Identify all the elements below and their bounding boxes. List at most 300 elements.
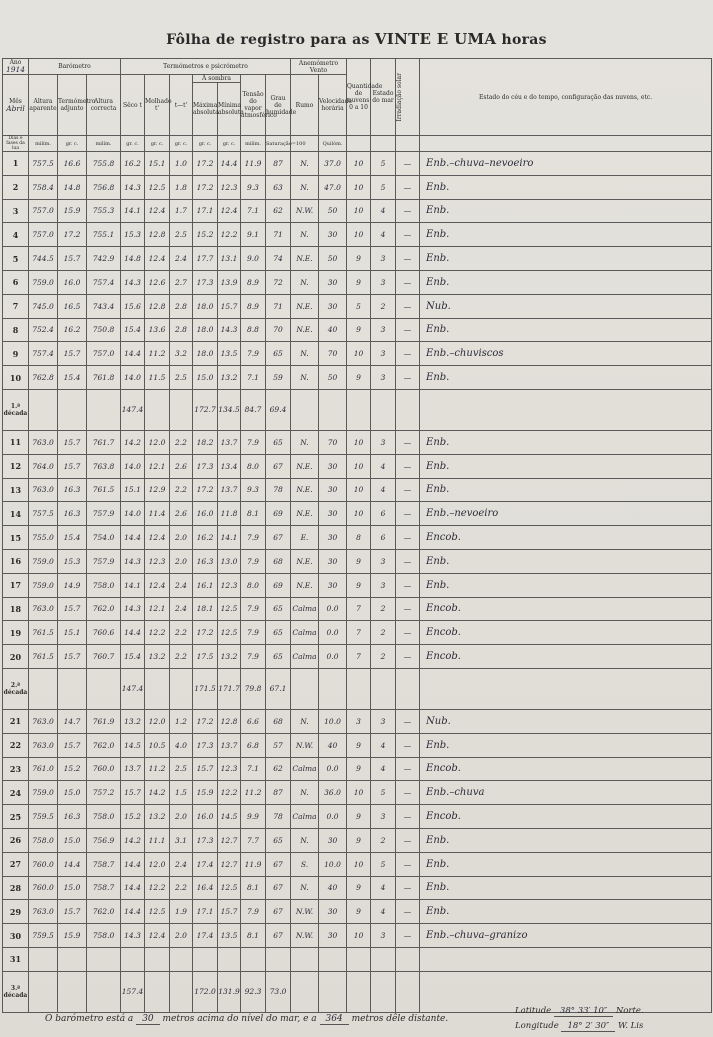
data-cell: 16.3	[58, 478, 87, 502]
data-cell: —	[396, 199, 420, 223]
sky-description-cell: Encob.	[420, 597, 712, 621]
data-cell: —	[396, 757, 420, 781]
sky-description-cell: Enb.–chuva–nevoeiro	[420, 152, 712, 176]
data-cell: 10	[347, 199, 371, 223]
data-cell: N.	[291, 876, 319, 900]
data-cell: 11.4	[145, 502, 170, 526]
sky-description-cell: Enb.–chuva	[420, 781, 712, 805]
data-cell: 14.5	[218, 805, 241, 829]
data-cell: 758.0	[87, 805, 121, 829]
data-cell: 17.3	[193, 828, 218, 852]
data-cell: 68	[266, 709, 291, 733]
data-cell: 4	[371, 454, 396, 478]
data-cell: 759.5	[29, 805, 58, 829]
data-cell	[218, 947, 241, 971]
data-cell: 16.0	[193, 805, 218, 829]
data-cell: 1.7	[170, 199, 193, 223]
data-cell: 5	[371, 152, 396, 176]
sky-description-cell: Enb.	[420, 733, 712, 757]
data-cell: 760.0	[87, 757, 121, 781]
data-cell: 759.5	[29, 924, 58, 948]
data-cell: 67	[266, 924, 291, 948]
day-number: 31	[3, 947, 29, 971]
data-cell: —	[396, 573, 420, 597]
data-cell: N.W.	[291, 924, 319, 948]
data-cell: 4	[371, 478, 396, 502]
data-cell	[58, 668, 87, 709]
day-number: 24	[3, 781, 29, 805]
data-cell: 16.3	[193, 549, 218, 573]
data-cell: 2.8	[170, 318, 193, 342]
data-cell: 30	[319, 223, 347, 247]
table-row	[3, 900, 712, 924]
data-cell: 14.4	[58, 852, 87, 876]
data-cell: 10	[347, 223, 371, 247]
data-cell: 11.2	[241, 781, 266, 805]
data-cell: 50	[319, 247, 347, 271]
table-row	[3, 247, 712, 271]
day-number: 19	[3, 621, 29, 645]
data-cell: 763.0	[29, 478, 58, 502]
data-cell: 18.0	[193, 294, 218, 318]
table-row	[3, 223, 712, 247]
data-cell	[145, 668, 170, 709]
data-cell: 3.2	[170, 342, 193, 366]
data-cell: 9.1	[241, 223, 266, 247]
data-cell: 743.4	[87, 294, 121, 318]
footer-note: O barómetro está a 30 metros acima do nível do mar, e a 364 metros dêle distante.	[45, 1014, 449, 1024]
data-cell: 758.7	[87, 852, 121, 876]
data-cell: 3	[347, 709, 371, 733]
data-cell: N.E.	[291, 549, 319, 573]
data-cell: 13.2	[145, 645, 170, 669]
data-cell: 15.3	[121, 223, 145, 247]
data-cell	[58, 947, 87, 971]
data-cell: 7.9	[241, 342, 266, 366]
data-cell: 7.7	[241, 828, 266, 852]
data-cell: 763.0	[29, 733, 58, 757]
data-cell: 78	[266, 478, 291, 502]
latitude: Latitude 38° 33′ 10″ Norte.	[515, 1006, 644, 1016]
data-cell: 8.1	[241, 924, 266, 948]
table-row	[3, 947, 712, 971]
data-cell: 742.9	[87, 247, 121, 271]
data-cell	[319, 389, 347, 430]
data-cell: N.E.	[291, 573, 319, 597]
data-cell: 9.0	[241, 247, 266, 271]
sky-state-header: Estado do céu e do tempo, configuração das nuvens, etc.	[420, 59, 712, 136]
day-number: 22	[3, 733, 29, 757]
data-cell: 7	[347, 621, 371, 645]
data-cell: 12.5	[218, 876, 241, 900]
data-cell: 59	[266, 366, 291, 390]
data-cell: —	[396, 852, 420, 876]
data-cell: 15.0	[58, 876, 87, 900]
data-cell: —	[396, 645, 420, 669]
data-cell: 9	[347, 828, 371, 852]
data-cell: 0.0	[319, 757, 347, 781]
data-cell: 10.5	[145, 733, 170, 757]
data-cell: 758.0	[87, 924, 121, 948]
data-cell: —	[396, 781, 420, 805]
data-cell: 757.4	[29, 342, 58, 366]
data-cell: 14.9	[58, 573, 87, 597]
data-cell: 10	[347, 454, 371, 478]
data-cell: 16.6	[58, 152, 87, 176]
data-cell: 15.7	[58, 247, 87, 271]
data-cell: 17.4	[193, 924, 218, 948]
data-cell: N.E.	[291, 247, 319, 271]
data-cell	[291, 971, 319, 1012]
data-cell: 744.5	[29, 247, 58, 271]
data-cell: 7.9	[241, 526, 266, 550]
data-cell: 763.0	[29, 597, 58, 621]
data-cell: 15.1	[121, 478, 145, 502]
data-cell: N.E.	[291, 294, 319, 318]
data-cell: 16.2	[193, 526, 218, 550]
data-cell: —	[396, 621, 420, 645]
data-cell: N.	[291, 430, 319, 454]
day-number: 12	[3, 454, 29, 478]
data-cell: 8.0	[241, 454, 266, 478]
data-cell: 9	[347, 757, 371, 781]
data-cell: 9.3	[241, 478, 266, 502]
data-cell	[87, 971, 121, 1012]
table-row	[3, 645, 712, 669]
data-cell: 15.4	[58, 366, 87, 390]
units-row: Dias e fases da lua milím. gr. c. milím. gr. c. gr. c. gr. c. gr. c. gr. c. milím. Saturação=100 Quilóm.	[3, 136, 712, 152]
table-row	[3, 573, 712, 597]
day-number: 26	[3, 828, 29, 852]
data-cell: 6	[371, 502, 396, 526]
data-cell: 757.0	[29, 199, 58, 223]
humidity-header: Grau de humidade	[266, 75, 291, 136]
data-cell: 4	[371, 900, 396, 924]
data-cell: N.E.	[291, 502, 319, 526]
data-cell	[347, 668, 371, 709]
data-cell: 0.0	[319, 597, 347, 621]
data-cell	[396, 971, 420, 1012]
sky-description-cell: Enb.	[420, 573, 712, 597]
data-cell: —	[396, 924, 420, 948]
data-cell: 2	[371, 294, 396, 318]
data-cell	[58, 389, 87, 430]
data-cell: 10	[347, 781, 371, 805]
data-cell	[396, 389, 420, 430]
data-cell: 7.9	[241, 597, 266, 621]
data-cell: 15.0	[58, 781, 87, 805]
data-cell: 47.0	[319, 175, 347, 199]
data-cell: 4	[371, 223, 396, 247]
data-cell: 13.7	[218, 430, 241, 454]
data-cell: N.	[291, 270, 319, 294]
data-cell: 2	[371, 645, 396, 669]
data-cell: S.	[291, 852, 319, 876]
data-cell: 3.1	[170, 828, 193, 852]
data-cell: 65	[266, 430, 291, 454]
data-cell: 12.0	[145, 709, 170, 733]
sky-description-cell: Enb.	[420, 199, 712, 223]
data-cell: 6.8	[241, 733, 266, 757]
data-cell: 759.0	[29, 549, 58, 573]
data-cell: 15.4	[58, 526, 87, 550]
table-row	[3, 342, 712, 366]
table-row	[3, 597, 712, 621]
data-cell: 14.0	[121, 366, 145, 390]
table-row	[3, 757, 712, 781]
day-number: 20	[3, 645, 29, 669]
data-cell: 172.0	[193, 971, 218, 1012]
data-cell: 10	[347, 924, 371, 948]
data-cell	[396, 668, 420, 709]
table-row	[3, 175, 712, 199]
data-cell: 17.3	[193, 270, 218, 294]
data-cell: 2.0	[170, 924, 193, 948]
decade-summary-row	[3, 668, 712, 709]
data-cell: 758.4	[29, 175, 58, 199]
data-cell: 4	[371, 733, 396, 757]
data-cell: 73.0	[266, 971, 291, 1012]
data-cell: 2.4	[170, 852, 193, 876]
data-cell	[347, 389, 371, 430]
data-cell: 18.2	[193, 430, 218, 454]
decade-label: 1.ª década	[3, 389, 29, 430]
data-cell	[170, 947, 193, 971]
data-cell: 2.6	[170, 502, 193, 526]
data-cell: 5	[347, 294, 371, 318]
data-cell: 10	[347, 502, 371, 526]
data-cell: 2.5	[170, 757, 193, 781]
table-row	[3, 270, 712, 294]
data-cell: 13.5	[218, 924, 241, 948]
data-cell: —	[396, 478, 420, 502]
data-cell: 2.2	[170, 621, 193, 645]
data-cell: 147.4	[121, 668, 145, 709]
data-cell: 5	[371, 175, 396, 199]
sky-description-cell: Enb.	[420, 223, 712, 247]
data-cell: 16.4	[193, 876, 218, 900]
decade-label: 2.ª década	[3, 668, 29, 709]
data-cell: 14.2	[121, 430, 145, 454]
sky-description-cell: Enb.	[420, 828, 712, 852]
data-cell: 87	[266, 781, 291, 805]
sky-description-cell: Encob.	[420, 645, 712, 669]
day-number: 23	[3, 757, 29, 781]
data-cell: 15.6	[121, 294, 145, 318]
data-cell: 16.5	[58, 294, 87, 318]
data-cell: 761.8	[87, 366, 121, 390]
data-cell: 15.7	[58, 454, 87, 478]
data-cell: 13.1	[218, 247, 241, 271]
data-cell: 14.1	[121, 573, 145, 597]
data-cell: —	[396, 430, 420, 454]
data-cell: 759.0	[29, 270, 58, 294]
data-cell: 18.0	[193, 342, 218, 366]
data-cell: 15.2	[193, 223, 218, 247]
data-cell: 7.9	[241, 900, 266, 924]
data-cell: 12.3	[145, 549, 170, 573]
data-cell: 9.3	[241, 175, 266, 199]
data-cell: 78	[266, 805, 291, 829]
sky-description-cell: Enb.	[420, 318, 712, 342]
data-cell: —	[396, 366, 420, 390]
sky-description-cell: Enb.	[420, 454, 712, 478]
data-cell: 13.9	[218, 270, 241, 294]
data-cell: 30	[319, 924, 347, 948]
data-cell: 763.0	[29, 900, 58, 924]
data-cell: Calma	[291, 621, 319, 645]
data-cell: 9	[347, 366, 371, 390]
data-cell: 9.9	[241, 805, 266, 829]
sky-description-cell	[420, 389, 712, 430]
data-cell: 10	[347, 852, 371, 876]
data-cell: 9	[347, 270, 371, 294]
data-cell: 12.4	[145, 526, 170, 550]
data-cell: 9	[347, 805, 371, 829]
table-row	[3, 876, 712, 900]
data-cell: 11.9	[241, 852, 266, 876]
data-cell: 759.0	[29, 573, 58, 597]
data-cell: 10	[347, 430, 371, 454]
data-cell: 69	[266, 573, 291, 597]
day-number: 29	[3, 900, 29, 924]
table-row	[3, 924, 712, 948]
data-cell: 16.0	[193, 502, 218, 526]
decade-label: 3.ª década	[3, 971, 29, 1012]
data-cell: 7.9	[241, 549, 266, 573]
data-cell: 9	[347, 549, 371, 573]
table-row	[3, 454, 712, 478]
data-cell: 3	[371, 270, 396, 294]
data-cell: 13.0	[218, 549, 241, 573]
data-cell: 763.8	[87, 454, 121, 478]
data-cell: 65	[266, 621, 291, 645]
data-cell: 14.3	[121, 549, 145, 573]
data-cell: 8.1	[241, 502, 266, 526]
data-cell: N.	[291, 342, 319, 366]
data-cell: 10.0	[319, 852, 347, 876]
data-cell: 36.0	[319, 781, 347, 805]
data-cell: N.E.	[291, 318, 319, 342]
data-cell: 761.5	[29, 645, 58, 669]
data-cell: 14.4	[218, 152, 241, 176]
data-cell: 12.6	[145, 270, 170, 294]
month-header: Mês Abril	[3, 75, 29, 136]
data-cell: 30	[319, 549, 347, 573]
data-cell: 757.2	[87, 781, 121, 805]
data-cell: 752.4	[29, 318, 58, 342]
data-cell: 15.2	[121, 805, 145, 829]
data-cell: 761.5	[29, 621, 58, 645]
data-cell: 84.7	[241, 389, 266, 430]
data-cell: 9	[347, 247, 371, 271]
data-cell: 2.7	[170, 270, 193, 294]
day-number: 15	[3, 526, 29, 550]
data-cell: 12.3	[218, 175, 241, 199]
data-cell: 2.5	[170, 223, 193, 247]
data-cell: 14.4	[121, 526, 145, 550]
data-cell: 14.2	[121, 828, 145, 852]
data-cell	[58, 971, 87, 1012]
longitude: Longitude 18° 2′ 30″ W. Lis	[515, 1021, 644, 1031]
sky-description-cell: Enb.–chuva–granizo	[420, 924, 712, 948]
data-cell: 30	[319, 294, 347, 318]
data-cell: —	[396, 900, 420, 924]
data-cell	[87, 668, 121, 709]
data-cell: 1.0	[170, 152, 193, 176]
data-cell: 171.7	[218, 668, 241, 709]
data-cell: 14.3	[218, 318, 241, 342]
data-cell: 12.8	[145, 223, 170, 247]
data-cell: 14.4	[121, 852, 145, 876]
data-cell: 3	[371, 573, 396, 597]
data-cell: 14.4	[121, 342, 145, 366]
data-cell: 762.8	[29, 366, 58, 390]
data-cell: 2.0	[170, 526, 193, 550]
data-cell	[87, 389, 121, 430]
data-cell: 6.6	[241, 709, 266, 733]
data-cell: 15.1	[58, 621, 87, 645]
data-cell: 50	[319, 199, 347, 223]
data-cell: 14.4	[121, 621, 145, 645]
data-cell: 3	[371, 342, 396, 366]
data-cell: 15.3	[58, 549, 87, 573]
sky-description-cell: Encob.	[420, 621, 712, 645]
data-cell: 2.2	[170, 430, 193, 454]
data-cell: 92.3	[241, 971, 266, 1012]
data-cell: 14.0	[121, 454, 145, 478]
data-cell: 761.0	[29, 757, 58, 781]
data-cell: 12.7	[218, 828, 241, 852]
data-cell: 2.0	[170, 805, 193, 829]
data-cell	[291, 389, 319, 430]
data-cell: 755.3	[87, 199, 121, 223]
data-cell: —	[396, 597, 420, 621]
data-cell: 172.7	[193, 389, 218, 430]
data-cell: N.W.	[291, 900, 319, 924]
data-cell: 758.0	[87, 573, 121, 597]
data-cell: —	[396, 805, 420, 829]
anemometer-header: Anemómetro Vento	[291, 59, 347, 75]
data-cell: Calma	[291, 597, 319, 621]
data-cell: 14.3	[121, 924, 145, 948]
data-cell: 147.4	[121, 389, 145, 430]
data-cell: 11.1	[145, 828, 170, 852]
data-cell: 12.8	[145, 294, 170, 318]
data-cell: 755.1	[87, 223, 121, 247]
data-cell: 13.2	[218, 366, 241, 390]
data-cell: 67	[266, 526, 291, 550]
data-cell: 757.5	[29, 502, 58, 526]
data-cell: 759.0	[29, 781, 58, 805]
data-cell: 9	[347, 318, 371, 342]
data-cell: 17.3	[193, 733, 218, 757]
data-cell: 14.1	[218, 526, 241, 550]
data-cell: N.	[291, 709, 319, 733]
data-cell: 14.0	[121, 502, 145, 526]
data-cell: 17.2	[193, 621, 218, 645]
data-cell: 15.2	[58, 757, 87, 781]
sky-description-cell	[420, 668, 712, 709]
data-cell: Calma	[291, 757, 319, 781]
data-cell: 16.2	[121, 152, 145, 176]
data-cell: 30	[319, 502, 347, 526]
data-cell: 13.4	[218, 454, 241, 478]
sky-description-cell: Enb.–chuviscos	[420, 342, 712, 366]
data-cell: 13.6	[145, 318, 170, 342]
data-cell	[193, 947, 218, 971]
data-cell: E.	[291, 526, 319, 550]
